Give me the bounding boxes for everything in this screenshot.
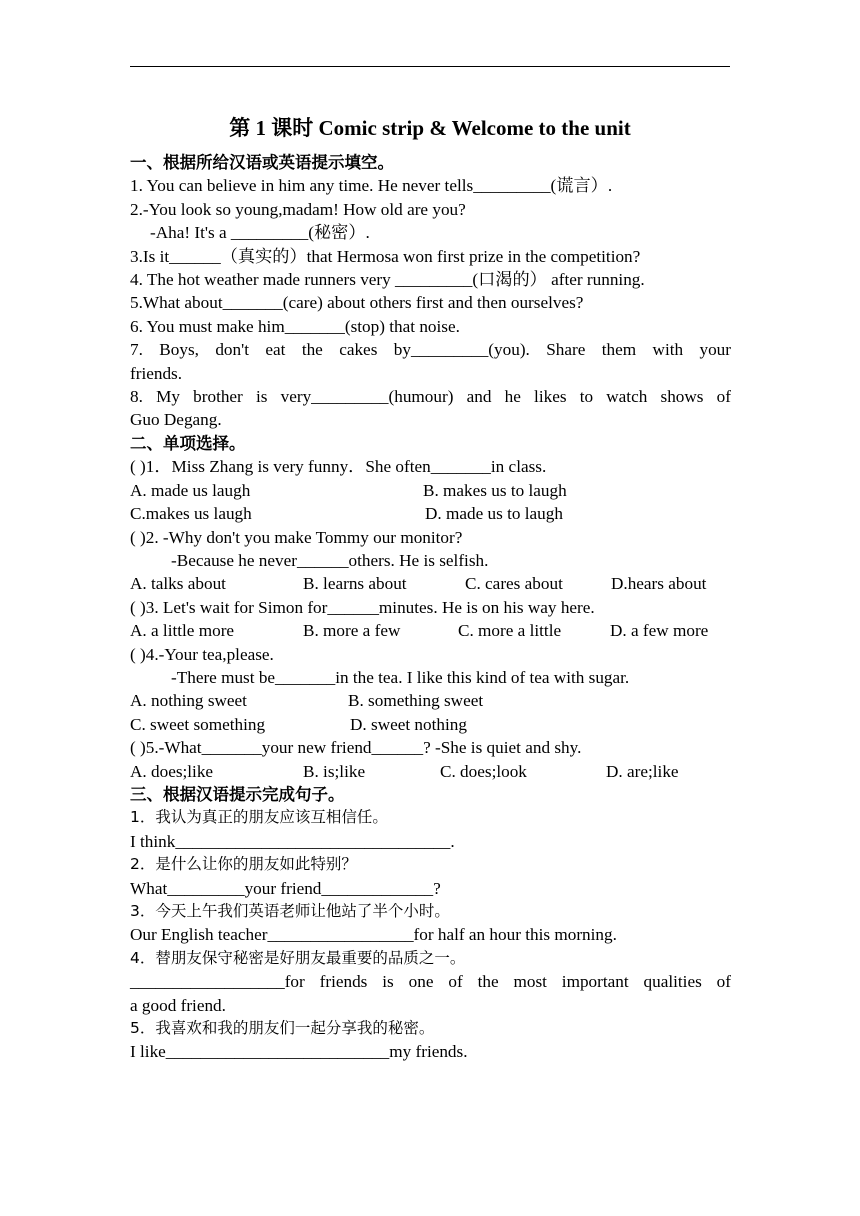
s1-question-7a: 7. Boys, don't eat the cakes by_________(you). Share them with your bbox=[130, 340, 731, 360]
s2-question-1: ( )1．Miss Zhang is very funny．She often_______in class. bbox=[130, 457, 547, 477]
section2-heading: 二、单项选择。 bbox=[130, 433, 246, 453]
s3-question-4-english-a: __________________for friends is one of the most important qualities of bbox=[130, 972, 731, 992]
s2-question-5: ( )5.-What_______your new friend______? -She is quiet and shy. bbox=[130, 738, 582, 758]
s1-question-5: 5.What about_______(care) about others first and then ourselves? bbox=[130, 293, 584, 313]
s2-q1-option-d: D. made us to laugh bbox=[425, 504, 563, 524]
s3-question-3-chinese: 3．今天上午我们英语老师让他站了半个小时。 bbox=[130, 902, 450, 920]
s1-question-4: 4. The hot weather made runners very _________(口渴的） after running. bbox=[130, 270, 645, 290]
s1-question-7b: friends. bbox=[130, 363, 183, 383]
s2-q3-option-b: B. more a few bbox=[303, 621, 401, 641]
s2-q3-options bbox=[130, 619, 731, 642]
section1-heading: 一、根据所给汉语或英语提示填空。 bbox=[130, 153, 394, 172]
s2-q2-option-d: D.hears about bbox=[611, 574, 707, 594]
s3-question-5-english: I like__________________________my friends. bbox=[130, 1042, 468, 1062]
s1-question-1: 1. You can believe in him any time. He never tells_________(谎言）. bbox=[130, 176, 613, 196]
s3-question-1-chinese: 1．我认为真正的朋友应该互相信任。 bbox=[130, 808, 388, 827]
s2-q1-option-a: A. made us laugh bbox=[130, 480, 251, 500]
s2-q5-option-d: D. are;like bbox=[606, 761, 679, 781]
s2-q3-option-d: D. a few more bbox=[610, 621, 709, 641]
s2-q4-option-d: D. sweet nothing bbox=[350, 714, 467, 734]
s3-question-3-english: Our English teacher_________________for half an hour this morning. bbox=[130, 925, 617, 945]
s2-q2-option-c: C. cares about bbox=[465, 574, 563, 594]
s2-q4-options-row1 bbox=[130, 689, 731, 712]
s2-q1-option-c: C.makes us laugh bbox=[130, 504, 252, 524]
s2-question-2b: -Because he never______others. He is selfish. bbox=[171, 550, 489, 570]
s2-q4-option-c: C. sweet something bbox=[130, 714, 266, 734]
s3-question-1-english: I think________________________________. bbox=[130, 831, 455, 851]
s2-q3-option-c: C. more a little bbox=[458, 621, 562, 641]
s2-q1-option-b: B. makes us to laugh bbox=[423, 480, 567, 500]
s1-question-8a: 8. My brother is very_________(humour) and he likes to watch shows of bbox=[130, 387, 731, 407]
s1-question-2b: -Aha! It's a _________(秘密）. bbox=[150, 223, 370, 243]
section3-heading: 三、根据汉语提示完成句子。 bbox=[130, 784, 345, 804]
worksheet-content bbox=[130, 151, 731, 1064]
s2-q1-options-row2 bbox=[130, 502, 731, 525]
s2-q5-option-b: B. is;like bbox=[303, 761, 366, 781]
s1-question-8b: Guo Degang. bbox=[130, 410, 222, 430]
s1-question-2a: 2.-You look so young,madam! How old are you? bbox=[130, 199, 466, 219]
s1-question-3: 3.Is it______（真实的）that Hermosa won first prize in the competition? bbox=[130, 246, 641, 266]
s3-question-4-chinese: 4．替朋友保守秘密是好朋友最重要的品质之一。 bbox=[130, 948, 466, 967]
s1-question-6: 6. You must make him_______(stop) that noise. bbox=[130, 316, 460, 336]
s2-q5-option-a: A. does;like bbox=[130, 761, 214, 781]
s3-question-5-chinese: 5．我喜欢和我的朋友们一起分享我的秘密。 bbox=[130, 1019, 435, 1038]
s2-question-2a: ( )2. -Why don't you make Tommy our monitor? bbox=[130, 527, 463, 547]
s3-question-2-english: What_________your friend_____________? bbox=[130, 878, 441, 898]
s2-q5-options bbox=[130, 760, 731, 783]
s2-question-3: ( )3. Let's wait for Simon for______minutes. He is on his way here. bbox=[130, 597, 595, 617]
s2-q5-option-c: C. does;look bbox=[440, 761, 527, 781]
s3-question-4-english-b: a good friend. bbox=[130, 995, 226, 1015]
s2-question-4b: -There must be_______in the tea. I like this kind of tea with sugar. bbox=[171, 667, 630, 687]
s2-q2-options bbox=[130, 572, 731, 595]
top-rule bbox=[130, 66, 730, 67]
s2-q4-option-b: B. something sweet bbox=[348, 691, 484, 711]
s2-question-4a: ( )4.-Your tea,please. bbox=[130, 644, 274, 664]
s2-q1-options-row1 bbox=[130, 479, 731, 502]
s2-q2-option-b: B. learns about bbox=[303, 574, 407, 594]
s2-q4-options-row2 bbox=[130, 713, 731, 736]
s3-question-2-chinese: 2．是什么让你的朋友如此特别？ bbox=[130, 855, 357, 874]
page-title: 第 1 课时 Comic strip & Welcome to the unit bbox=[229, 116, 631, 140]
s2-q4-option-a: A. nothing sweet bbox=[130, 691, 247, 711]
s2-q3-option-a: A. a little more bbox=[130, 621, 235, 641]
s2-q2-option-a: A. talks about bbox=[130, 574, 226, 594]
